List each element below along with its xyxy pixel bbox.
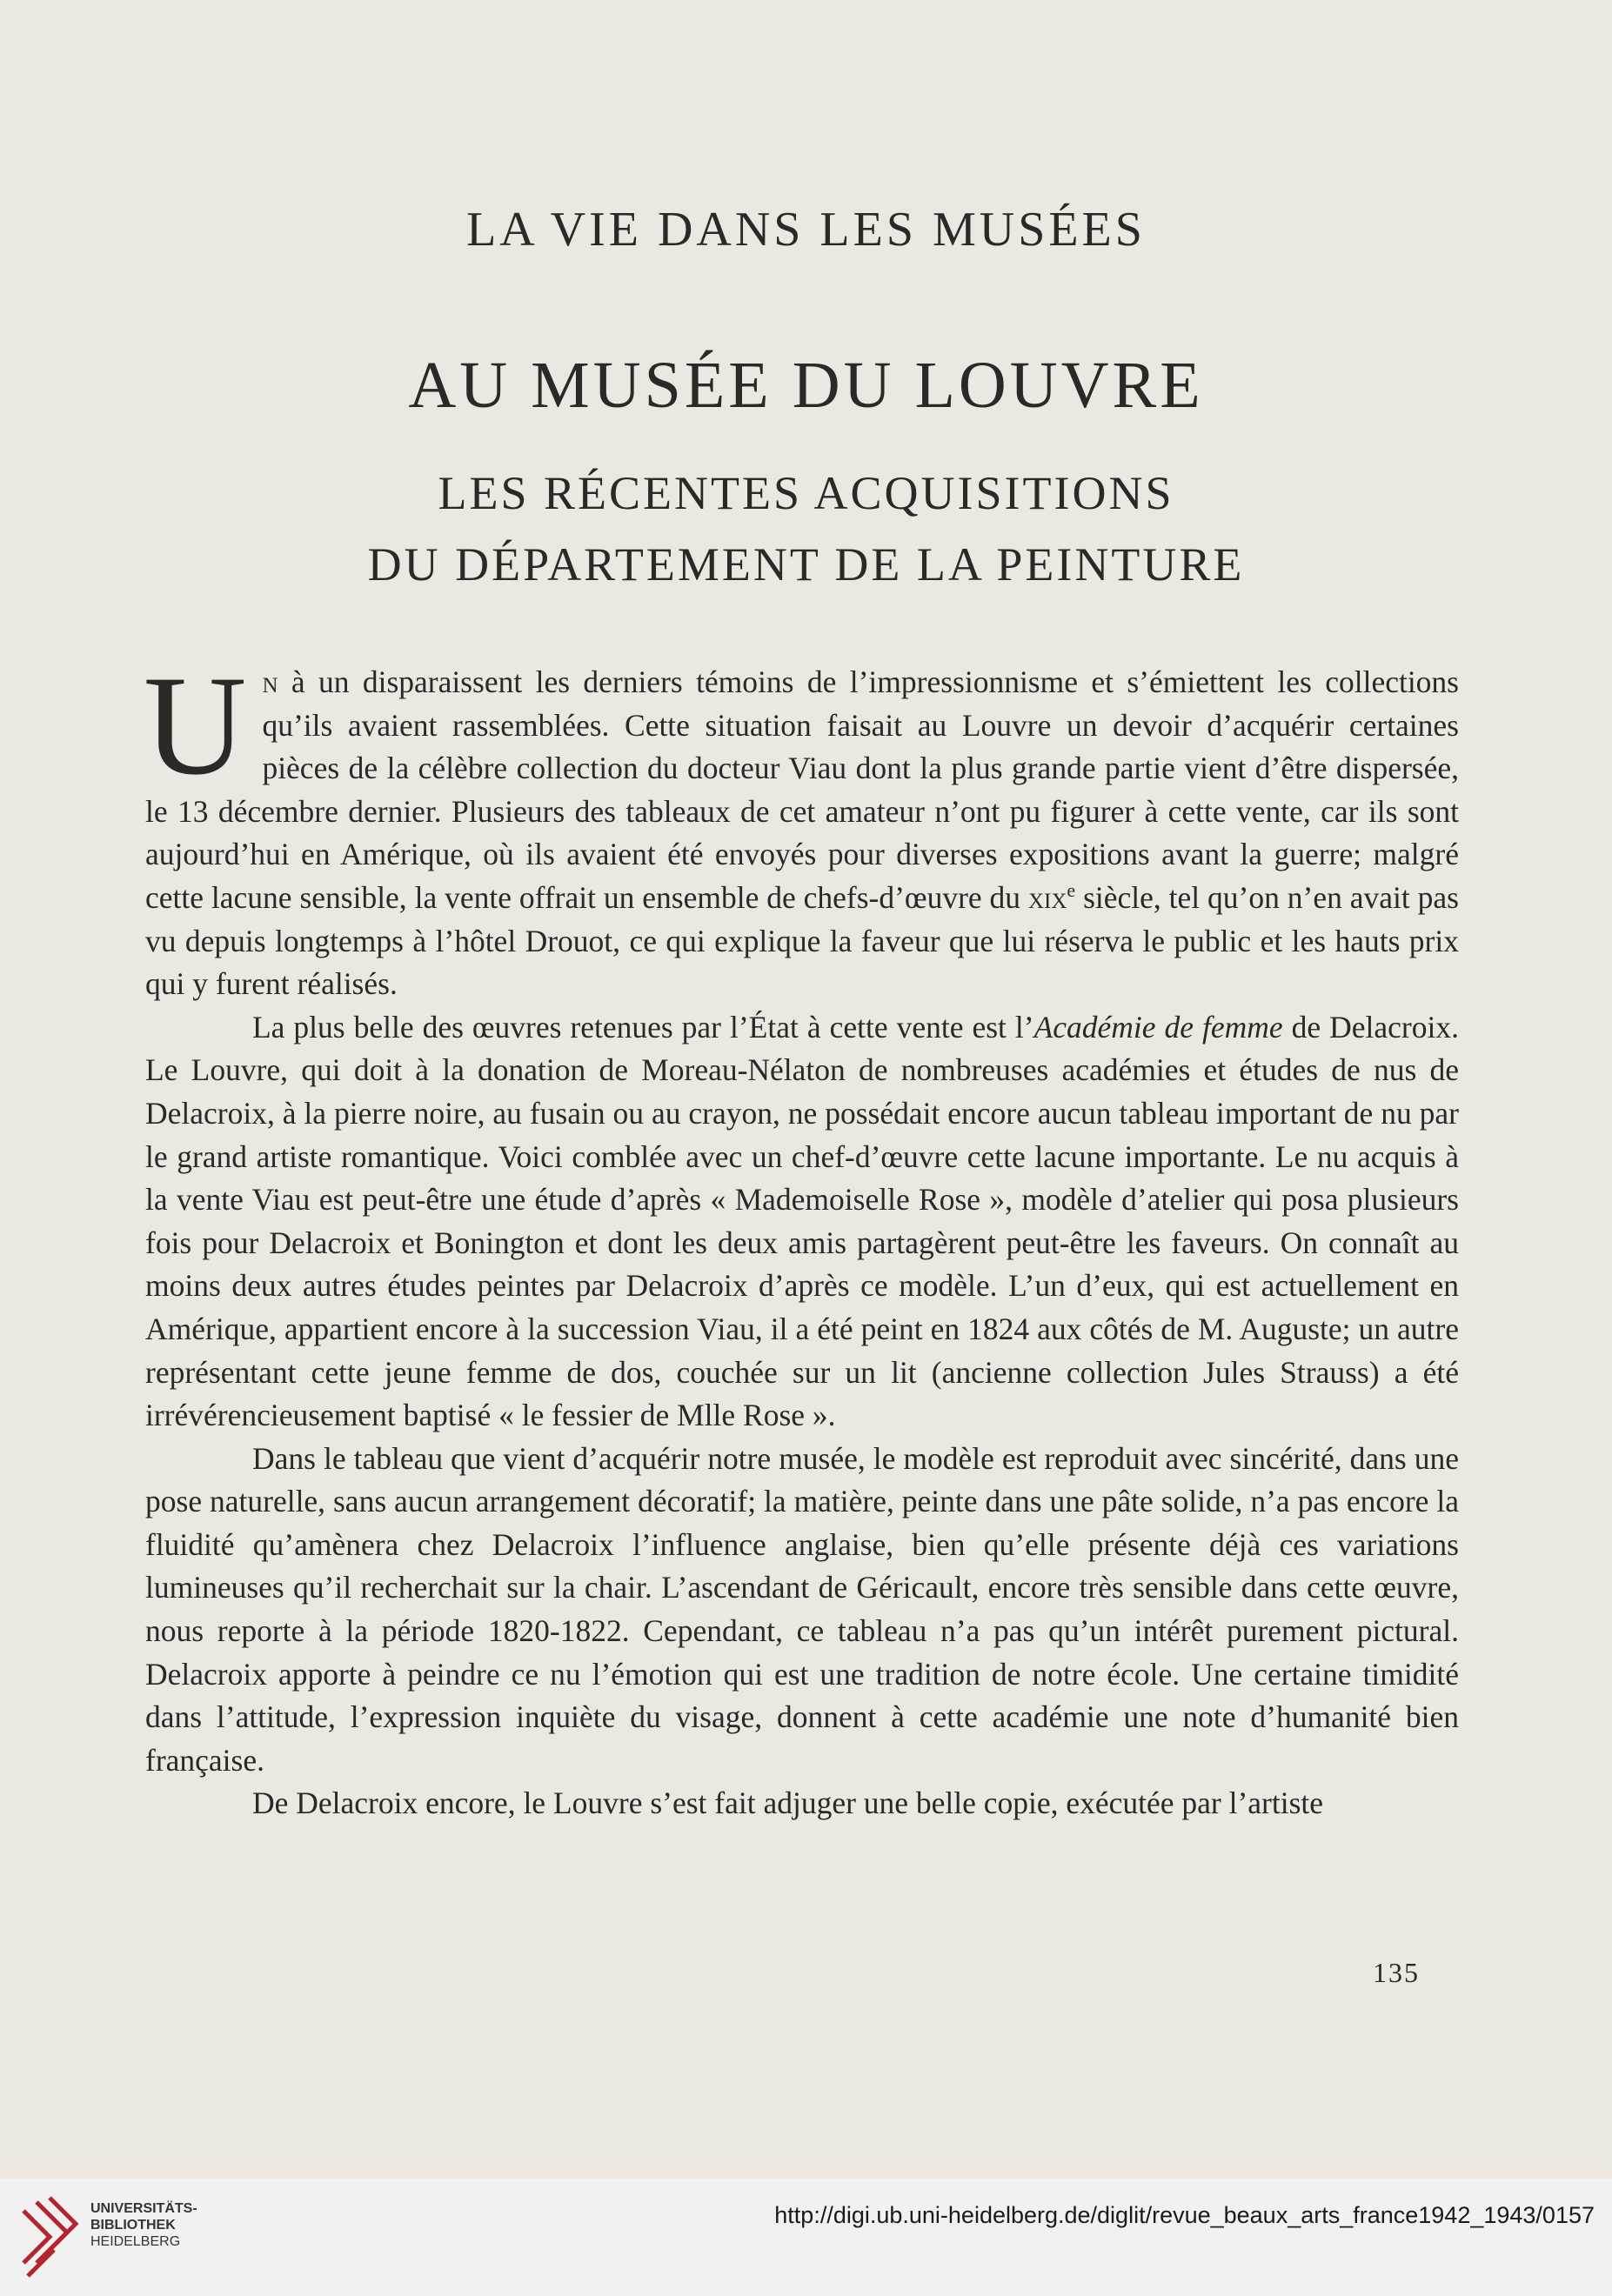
section-title: LA VIE DANS LES MUSÉES xyxy=(466,203,1146,257)
library-name-line-1: UNIVERSITÄTS- xyxy=(90,2201,197,2216)
paragraph-2 xyxy=(145,1006,1459,1438)
library-name-line-2: BIBLIOTHEK xyxy=(90,2218,176,2233)
drop-cap: U xyxy=(144,647,247,804)
article-title: AU MUSÉE DU LOUVRE xyxy=(408,349,1204,422)
paragraph-1-text-b: siècle, tel qu’on n’en avait pas vu depuis longtemps à l’hôtel Drouot, ce qui explique la faveur que lui réserva le public et les hauts prix qui y furent réalisés. xyxy=(145,879,1459,1002)
library-name-line-3: HEIDELBERG xyxy=(90,2234,181,2249)
paragraph-1-text-a: à un disparaissent les derniers témoins de l’impressionnisme et s’émiettent les collections qu’ils avaient rassemblées. Cette situation faisait au Louvre un devoir d’acquérir certaines pièces de la célèbre collection du docteur Viau dont la plus grande partie vient d’être dispersée, le 13 décembre dernier. Plusieurs des tableaux de cet amateur n’ont pu figurer à cette vente, car ils sont aujourd’hui en Amérique, où ils avaient été envoyés pour diverses expositions avant la guerre; malgré cette lacune sensible, la vente offrait un ensemble de chefs-d’œuvre du xyxy=(145,664,1459,915)
page-number: 135 xyxy=(1373,1957,1420,1988)
paragraph-4: De Delacroix encore, le Louvre s’est fait adjuger une belle copie, exécutée par l’artiste xyxy=(252,1785,1324,1821)
artwork-title: Académie de femme xyxy=(1033,1009,1283,1045)
library-name xyxy=(90,2200,197,2250)
permalink-url[interactable]: http://digi.ub.uni-heidelberg.de/diglit/revue_beaux_arts_france1942_1943/0157 xyxy=(774,2202,1595,2228)
article-body xyxy=(144,647,1459,1825)
century-superscript: e xyxy=(1067,879,1076,902)
article-subtitle-line-1: LES RÉCENTES ACQUISITIONS xyxy=(438,467,1174,519)
paragraph-2-text-a: La plus belle des œuvres retenues par l’État à cette vente est l’ xyxy=(252,1009,1034,1045)
library-logo-icon xyxy=(19,2193,80,2280)
paragraph-2-text-b: de Delacroix. Le Louvre, qui doit à la donation de Moreau-Nélaton de nombreuses académies et études de nus de Delacroix, à la pierre noire, au fusain ou au crayon, ne possédait encore aucun tableau important de nu par le grand artiste romantique. Voici comblée avec un chef-d’œuvre cette lacune importante. Le nu acquis à la vente Viau est peut-être une étude d’après « Mademoiselle Rose », modèle d’atelier qui posa plusieurs fois pour Delacroix et Bonington et dont les deux amis partagèrent peut-être les faveurs. On connaît au moins deux autres études peintes par Delacroix d’après ce modèle. L’un d’eux, qui est actuellement en Amérique, appartient encore à la succession Viau, il a été peint en 1824 aux côtés de M. Auguste; un autre représentant cette jeune femme de dos, couchée sur un lit (ancienne collection Jules Strauss) a été irrévérencieusement baptisé « le fessier de Mlle Rose ». xyxy=(145,1009,1459,1433)
century-numeral: xix xyxy=(1027,879,1067,915)
paragraph-1 xyxy=(144,647,1459,1006)
paragraph-3: Dans le tableau que vient d’acquérir notre musée, le modèle est reproduit avec sincérité, dans une pose naturelle, sans aucun arrangement décoratif; la matière, peinte dans une pâte solide, n’a pas encore la fluidité qu’amènera chez Delacroix l’influence anglaise, bien qu’elle présente déjà ces variations lumineuses qu’il recherchait sur la chair. L’ascendant de Géricault, encore très sensible dans cette œuvre, nous reporte à la période 1820-1822. Cependant, ce tableau n’a pas qu’un intérêt purement pictural. Delacroix apporte à peindre ce nu l’émotion qui est une tradition de notre école. Une certaine timidité dans l’attitude, l’expression inquiète du visage, donnent à cette académie une note d’humanité bien française. xyxy=(145,1440,1459,1778)
article-subtitle-line-2: DU DÉPARTEMENT DE LA PEINTURE xyxy=(367,538,1245,591)
paragraph-lead: n xyxy=(262,664,278,699)
library-footer xyxy=(0,2179,1612,2296)
